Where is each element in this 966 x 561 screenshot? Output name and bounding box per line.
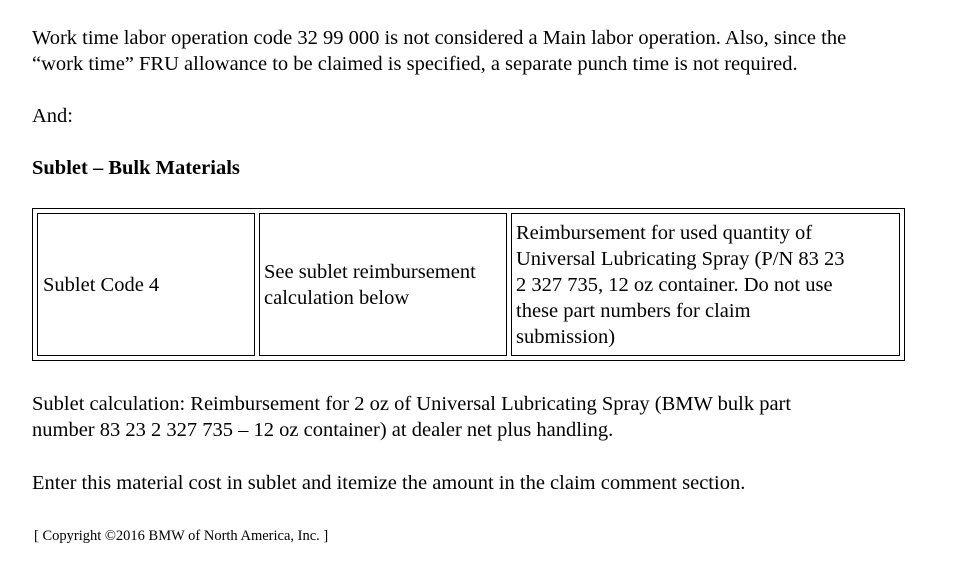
section-heading: Sublet – Bulk Materials [32, 157, 240, 179]
description-line-4: these part numbers for claim [516, 299, 751, 322]
and-text: And: [32, 105, 73, 127]
calculation-line-2: number 83 23 2 327 735 – 12 oz container) at dealer net plus handling. [32, 419, 614, 441]
intro-line-2: “work time” FRU allowance to be claimed is specified, a separate punch time is not required. [32, 53, 798, 75]
instruction-line-1: See sublet reimbursement [264, 260, 476, 283]
calculation-line-1: Sublet calculation: Reimbursement for 2 oz of Universal Lubricating Spray (BMW bulk part [32, 393, 792, 415]
instruction-line-2: calculation below [264, 286, 410, 309]
intro-line-1: Work time labor operation code 32 99 000 is not considered a Main labor operation. Also, since the [32, 27, 847, 49]
description-line-5: submission) [516, 325, 616, 348]
intro-paragraph [32, 25, 846, 77]
calculation-paragraph [32, 391, 791, 443]
table-cell-instruction [259, 213, 507, 356]
enter-cost-paragraph: Enter this material cost in sublet and itemize the amount in the claim comment section. [32, 472, 746, 494]
sublet-table [32, 208, 905, 361]
table-cell-sublet-code [37, 213, 255, 356]
table-cell-description [511, 213, 900, 356]
sublet-code-text: Sublet Code 4 [43, 273, 160, 296]
description-line-1: Reimbursement for used quantity of [516, 221, 813, 244]
copyright-notice: [ Copyright ©2016 BMW of North America, Inc. ] [34, 528, 329, 544]
description-line-3: 2 327 735, 12 oz container. Do not use [516, 273, 833, 296]
description-line-2: Universal Lubricating Spray (P/N 83 23 [516, 247, 845, 270]
